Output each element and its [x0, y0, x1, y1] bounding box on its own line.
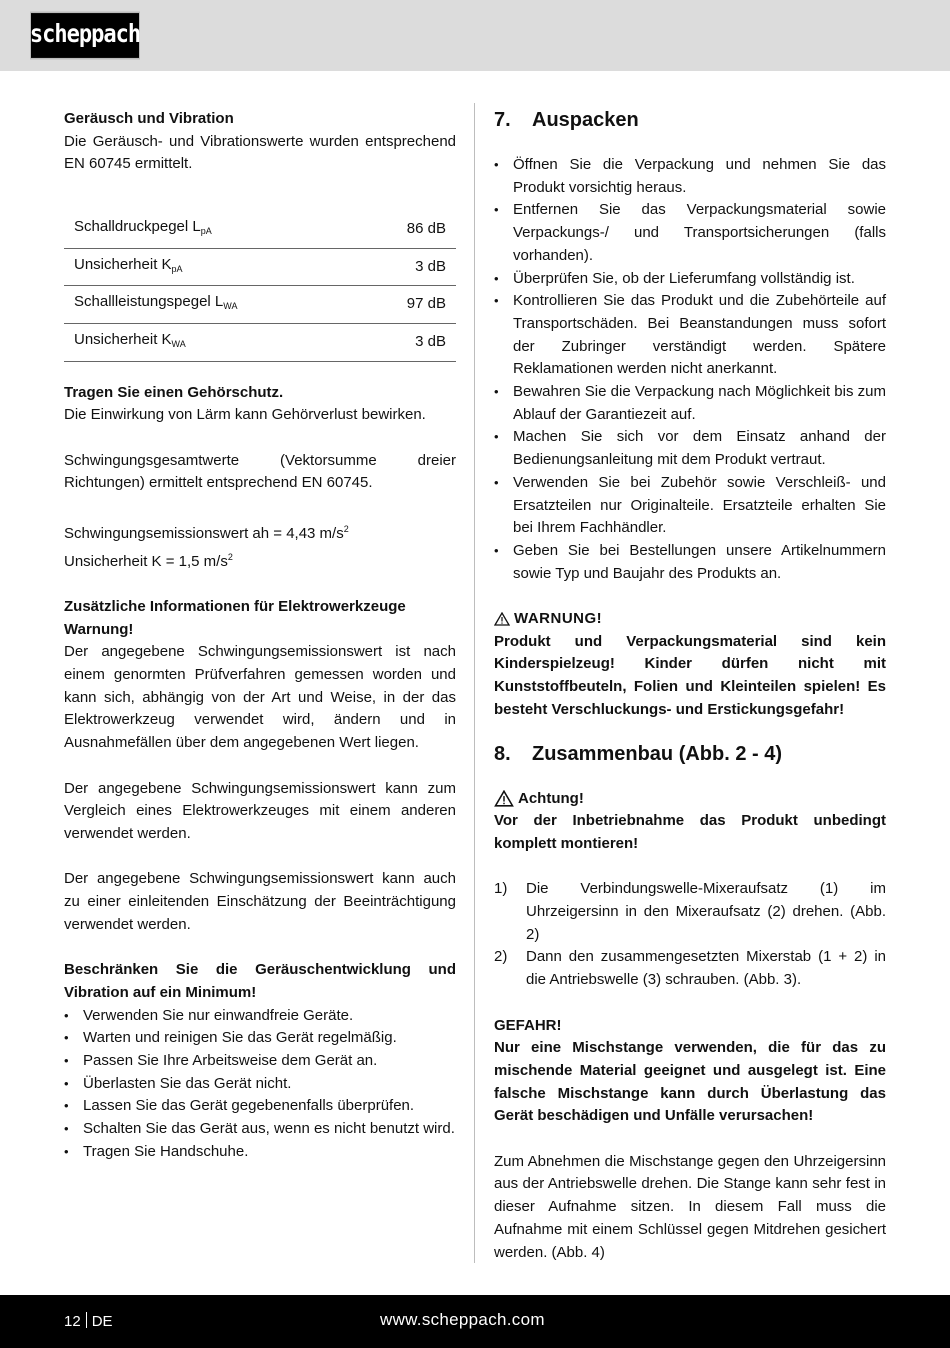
page-header [0, 0, 950, 71]
website-link[interactable]: www.scheppach.com [380, 1310, 545, 1329]
warning-heading: WARNUNG! [494, 608, 886, 631]
attention-heading: Achtung! [494, 788, 886, 811]
limit-noise-list [64, 1005, 456, 1164]
list-item: • Kontrollieren Sie das Produkt und die Zubehörteile auf Transportschäden. Bei Beanstandungen muss sofort der Zubringer verständigt werden. Spätere Reklamationen werden nicht anerkannt. [494, 290, 886, 381]
spec-label: Unsicherheit $K_{pA}$ [64, 248, 360, 286]
page-number: 12 DE [64, 1313, 113, 1330]
uncertainty-value: Unsicherheit K = 1,5 $m/s^2$ [64, 551, 233, 570]
spec-label: Unsicherheit $K_{WA}$ [64, 323, 360, 361]
list-item: • Verwenden Sie nur einwandfreie Geräte. [64, 1005, 456, 1028]
list-item: • Schalten Sie das Gerät aus, wenn es nicht benutzt wird. [64, 1118, 456, 1141]
hearing-protection-text: Die Einwirkung von Lärm kann Gehörverlust bewirken. [64, 406, 426, 424]
warning-triangle-icon [494, 612, 510, 626]
column-divider [474, 103, 475, 1263]
removal-text: Zum Abnehmen die Mischstange gegen den Uhrzeigersinn aus der Antriebswelle drehen. Die Stange kann sehr fest in dieser Aufnahme sitzen. In diesem Fall muss die Aufnahme mit einem Schlüssel gegen Mitdrehen gesichert werden. (Abb. 4) [494, 1152, 886, 1261]
list-item: • Lassen Sie das Gerät gegebenenfalls überprüfen. [64, 1095, 456, 1118]
table-row [64, 211, 456, 248]
emission-value: Schwingungsemissionswert ah = 4,43 $m/s^2$ [64, 523, 349, 542]
extra-info-title: Zusätzliche Informationen für Elektrowerkzeuge [64, 597, 406, 615]
list-item: • Machen Sie sich vor dem Einsatz anhand der Bedienungsanleitung mit dem Produkt vertraut. [494, 426, 886, 471]
noise-spec-table [64, 211, 456, 362]
list-item: • Überprüfen Sie, ob der Lieferumfang vollständig ist. [494, 268, 886, 291]
list-item: 1) Die Verbindungswelle-Mixeraufsatz (1) im Uhrzeigersinn in den Mixeraufsatz (2) drehen. (Abb. 2) [494, 880, 886, 943]
list-item: • Geben Sie bei Bestellungen unsere Artikelnummern sowie Typ und Baujahr des Produkts an. [494, 540, 886, 585]
danger-text: Nur eine Mischstange verwenden, die für das zu mischende Material geeignet und ausgelegt ist. Eine falsche Mischstange kann durch Überlastung das Gerät beschädigen und Unfälle verursachen! [494, 1039, 886, 1125]
extra-info-paragraph-3: Der angegebene Schwingungsemissionswert kann auch zu einer einleitenden Einschätzung der Beeinträchtigung verwendet werden. [64, 870, 456, 933]
limit-noise-title: Beschränken Sie die Geräuschentwicklung und Vibration auf ein Minimum! [64, 961, 456, 1001]
list-item: • Bewahren Sie die Verpackung nach Möglichkeit bis zum Ablauf der Garantiezeit auf. [494, 381, 886, 426]
hearing-protection-title: Tragen Sie einen Gehörschutz. [64, 383, 284, 401]
page-footer [0, 1295, 950, 1348]
spec-value: 97 dB [360, 286, 456, 324]
table-row [64, 286, 456, 324]
extra-info-paragraph-1: Der angegebene Schwingungsemissionswert ist nach einem genormten Prüfverfahren gemessen worden und kann sich, abhängig von der Art und Weise, in der das Elektrowerkzeug verwendet wird, ändern und in Ausnahmefällen über dem angegebenen Wert liegen. [64, 643, 456, 752]
table-row [64, 248, 456, 286]
table-row [64, 323, 456, 361]
danger-label: GEFAHR! [494, 1016, 562, 1034]
spec-value: 86 dB [360, 211, 456, 248]
right-column [494, 108, 886, 1264]
spec-value: 3 dB [360, 248, 456, 286]
unpacking-list [494, 154, 886, 585]
spec-value: 3 dB [360, 323, 456, 361]
list-item: • Entfernen Sie das Verpackungsmaterial sowie Verpackungs-/ und Transportsicherungen (falls vorhanden). [494, 199, 886, 267]
spec-label: Schalldruckpegel $L_{pA}$ [64, 211, 360, 248]
list-item: • Öffnen Sie die Verpackung und nehmen Sie das Produkt vorsichtig heraus. [494, 154, 886, 199]
list-item: 2) Dann den zusammengesetzten Mixerstab (1 + 2) in die Antriebswelle (3) schrauben. (Abb. 3). [494, 948, 886, 989]
extra-info-warning: Warnung! [64, 620, 134, 638]
warning-text: Produkt und Verpackungsmaterial sind kein Kinderspielzeug! Kinder dürfen nicht mit Kunststoffbeuteln, Folien und Kleinteilen spielen! Es besteht Verschluckungs- und Erstickungsgefahr! [494, 632, 886, 718]
list-item: • Verwenden Sie bei Zubehör sowie Verschleiß- und Ersatzteilen nur Originalteile. Ersatzteile erhalten Sie bei Ihrem Fachhändler. [494, 472, 886, 540]
list-item: • Tragen Sie Handschuhe. [64, 1141, 456, 1164]
spec-label: Schallleistungspegel $L_{WA}$ [64, 286, 360, 324]
assembly-steps [494, 878, 886, 992]
extra-info-paragraph-2: Der angegebene Schwingungsemissionswert kann zum Vergleich eines Elektrowerkzeuges mit einem anderen verwendet werden. [64, 779, 456, 842]
list-item: • Überlasten Sie das Gerät nicht. [64, 1073, 456, 1096]
section-8-heading: 8. Zusammenbau (Abb. 2 - 4) [494, 742, 783, 765]
list-item: • Passen Sie Ihre Arbeitsweise dem Gerät an. [64, 1050, 456, 1073]
scheppach-logo: scheppach [30, 12, 140, 59]
warning-triangle-icon [494, 790, 514, 807]
vibration-total-text: Schwingungsgesamtwerte (Vektorsumme dreier Richtungen) ermittelt entsprechend EN 60745. [64, 451, 456, 492]
attention-text: Vor der Inbetriebnahme das Produkt unbedingt komplett montieren! [494, 812, 886, 852]
noise-intro: Die Geräusch- und Vibrationswerte wurden entsprechend EN 60745 ermittelt. [64, 132, 456, 173]
section-7-heading: 7. Auspacken [494, 109, 639, 131]
noise-title: Geräusch und Vibration [64, 110, 234, 127]
list-item: • Warten und reinigen Sie das Gerät regelmäßig. [64, 1027, 456, 1050]
left-column [64, 108, 456, 1163]
